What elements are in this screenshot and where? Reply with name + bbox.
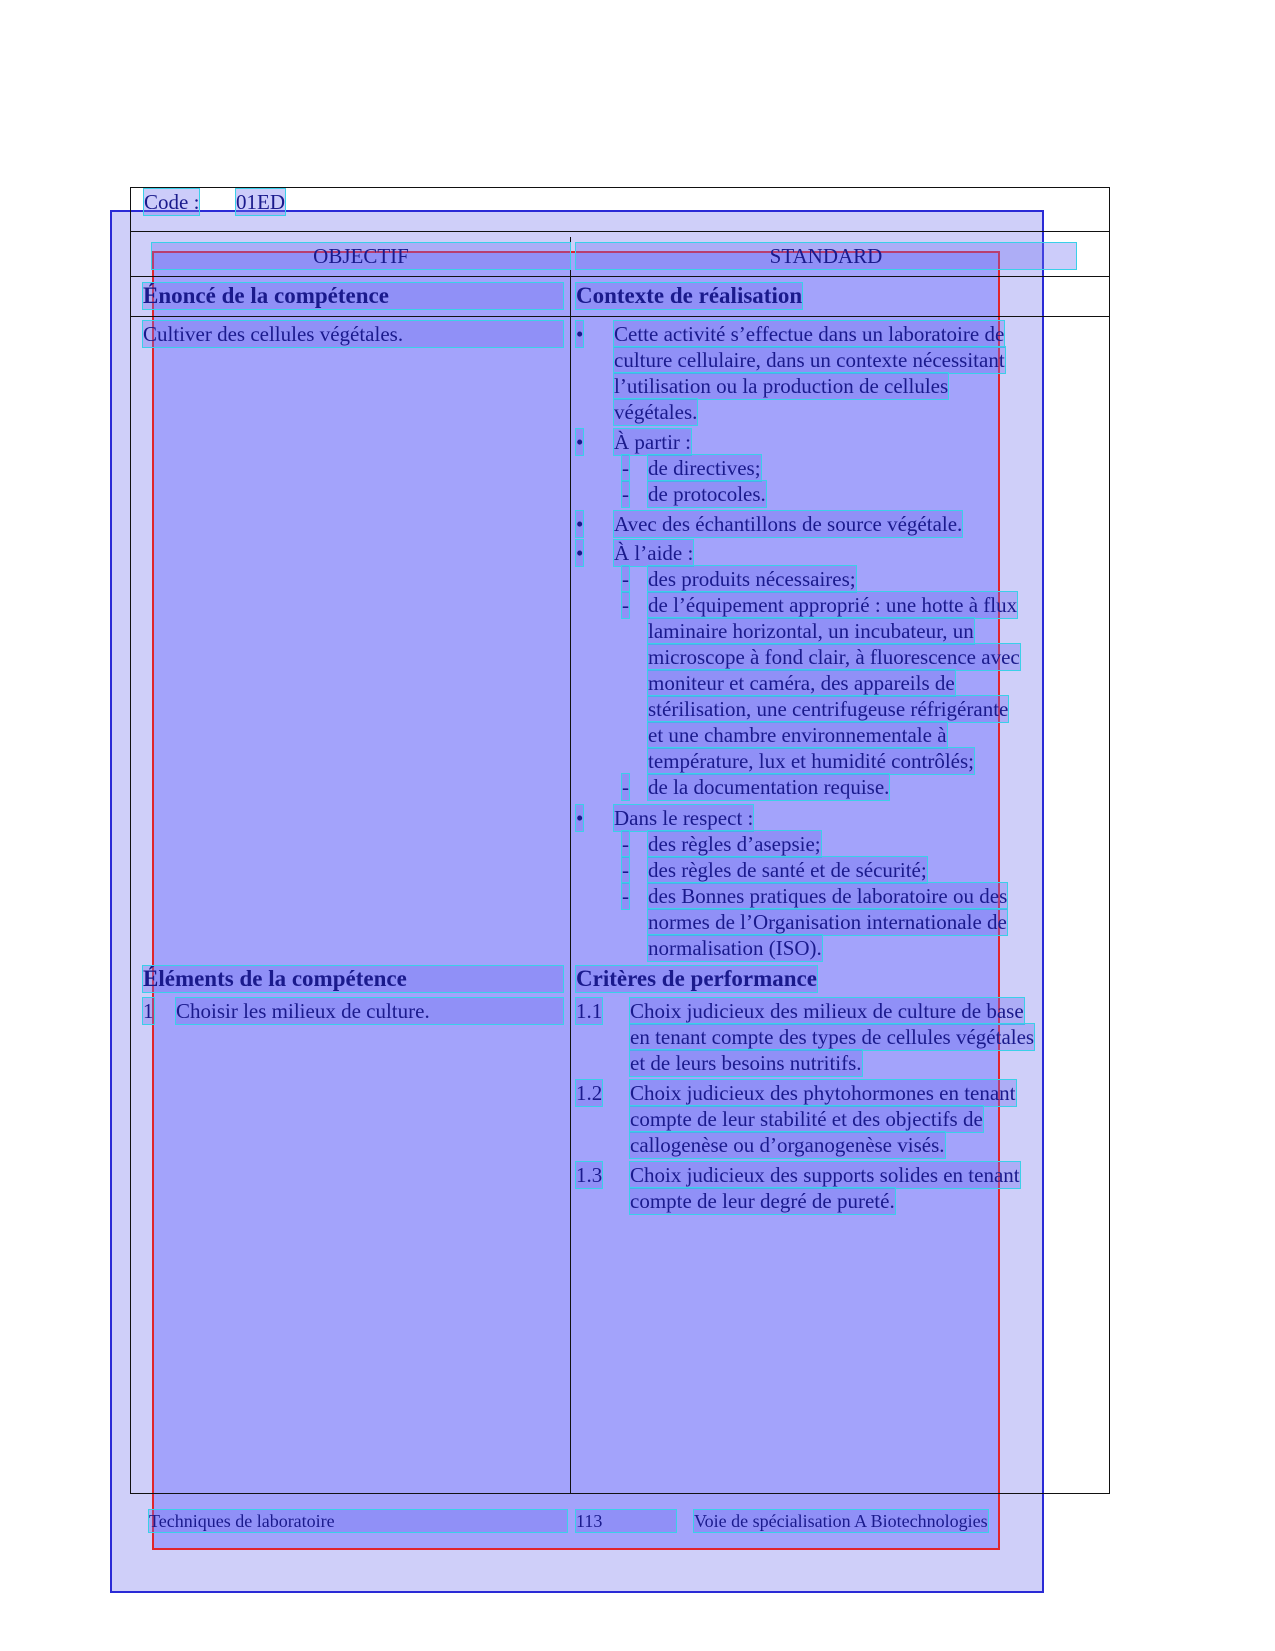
context-line: culture cellulaire, dans un contexte nécessitant xyxy=(614,348,1005,372)
criterion-line: Choix judicieux des supports solides en tenant xyxy=(630,1163,1020,1187)
bullet-marker: • xyxy=(576,322,584,346)
divider-line xyxy=(130,231,1110,232)
context-subitem: des produits nécessaires; xyxy=(648,567,856,591)
footer-page-number: 113 xyxy=(576,1510,676,1532)
context-line: l’utilisation ou la production de cellules xyxy=(614,374,949,398)
bullet-marker: • xyxy=(576,430,584,454)
standard-header: STANDARD xyxy=(576,243,1076,269)
dash-marker: - xyxy=(622,775,629,799)
divider-line xyxy=(130,316,1110,317)
criterion-line: Choix judicieux des phytohormones en tenant xyxy=(630,1081,1016,1105)
context-subitem: stérilisation, une centrifugeuse réfrigérante xyxy=(648,697,1009,721)
footer-right: Voie de spécialisation A Biotechnologies xyxy=(694,1511,988,1531)
context-subitem: des Bonnes pratiques de laboratoire ou des xyxy=(648,884,1008,908)
column-divider xyxy=(570,237,571,1494)
dash-marker: - xyxy=(622,884,629,908)
footer-left: Techniques de laboratoire xyxy=(149,1510,567,1532)
criterion-number: 1.2 xyxy=(576,1081,603,1105)
criterion-number: 1.3 xyxy=(576,1163,603,1187)
context-subitem: de protocoles. xyxy=(648,482,766,506)
context-subitem: moniteur et caméra, des appareils de xyxy=(648,671,955,695)
context-subitem: normalisation (ISO). xyxy=(648,936,822,960)
context-line: À l’aide : xyxy=(614,541,694,565)
objectif-header: OBJECTIF xyxy=(152,243,570,269)
context-line: végétales. xyxy=(614,400,698,424)
enonce-text: Cultiver des cellules végétales. xyxy=(143,321,563,347)
bullet-marker: • xyxy=(576,806,584,830)
context-line: À partir : xyxy=(614,430,691,454)
context-line: Cette activité s’effectue dans un laboratoire de xyxy=(614,322,1005,346)
dash-marker: - xyxy=(622,858,629,882)
code-label: Code : xyxy=(144,190,200,214)
context-subitem: de la documentation requise. xyxy=(648,775,890,799)
dash-marker: - xyxy=(622,456,629,480)
criterion-line: Choix judicieux des milieux de culture de base xyxy=(630,999,1024,1023)
elements-title: Éléments de la compétence xyxy=(143,966,563,992)
criterion-line: compte de leur stabilité et des objectifs de xyxy=(630,1107,983,1131)
criterion-line: callogenèse ou d’organogenèse visés. xyxy=(630,1133,945,1157)
enonce-title: Énoncé de la compétence xyxy=(143,283,563,309)
context-line: Avec des échantillons de source végétale. xyxy=(614,512,963,536)
divider-line xyxy=(130,276,1110,277)
context-subitem: de directives; xyxy=(648,456,761,480)
dash-marker: - xyxy=(622,832,629,856)
dash-marker: - xyxy=(622,482,629,506)
context-subitem: des règles d’asepsie; xyxy=(648,832,821,856)
code-value: 01ED xyxy=(236,190,285,214)
context-subitem: des règles de santé et de sécurité; xyxy=(648,858,927,882)
dash-marker: - xyxy=(622,593,629,617)
context-subitem: normes de l’Organisation internationale de xyxy=(648,910,1007,934)
context-subitem: température, lux et humidité contrôlés; xyxy=(648,749,974,773)
element-number: 1 xyxy=(143,999,154,1023)
criterion-line: en tenant compte des types de cellules végétales xyxy=(630,1025,1035,1049)
criterion-line: compte de leur degré de pureté. xyxy=(630,1189,895,1213)
context-subitem: et une chambre environnementale à xyxy=(648,723,947,747)
bullet-marker: • xyxy=(576,541,584,565)
criterion-line: et de leurs besoins nutritifs. xyxy=(630,1051,862,1075)
criteres-title: Critères de performance xyxy=(576,966,817,991)
contexte-title: Contexte de réalisation xyxy=(576,283,803,308)
bullet-marker: • xyxy=(576,512,584,536)
context-subitem: microscope à fond clair, à fluorescence avec xyxy=(648,645,1020,669)
context-subitem: laminaire horizontal, un incubateur, un xyxy=(648,619,974,643)
context-subitem: de l’équipement approprié : une hotte à flux xyxy=(648,593,1018,617)
element-text: Choisir les milieux de culture. xyxy=(176,998,563,1024)
dash-marker: - xyxy=(622,567,629,591)
context-line: Dans le respect : xyxy=(614,806,754,830)
criterion-number: 1.1 xyxy=(576,999,603,1023)
